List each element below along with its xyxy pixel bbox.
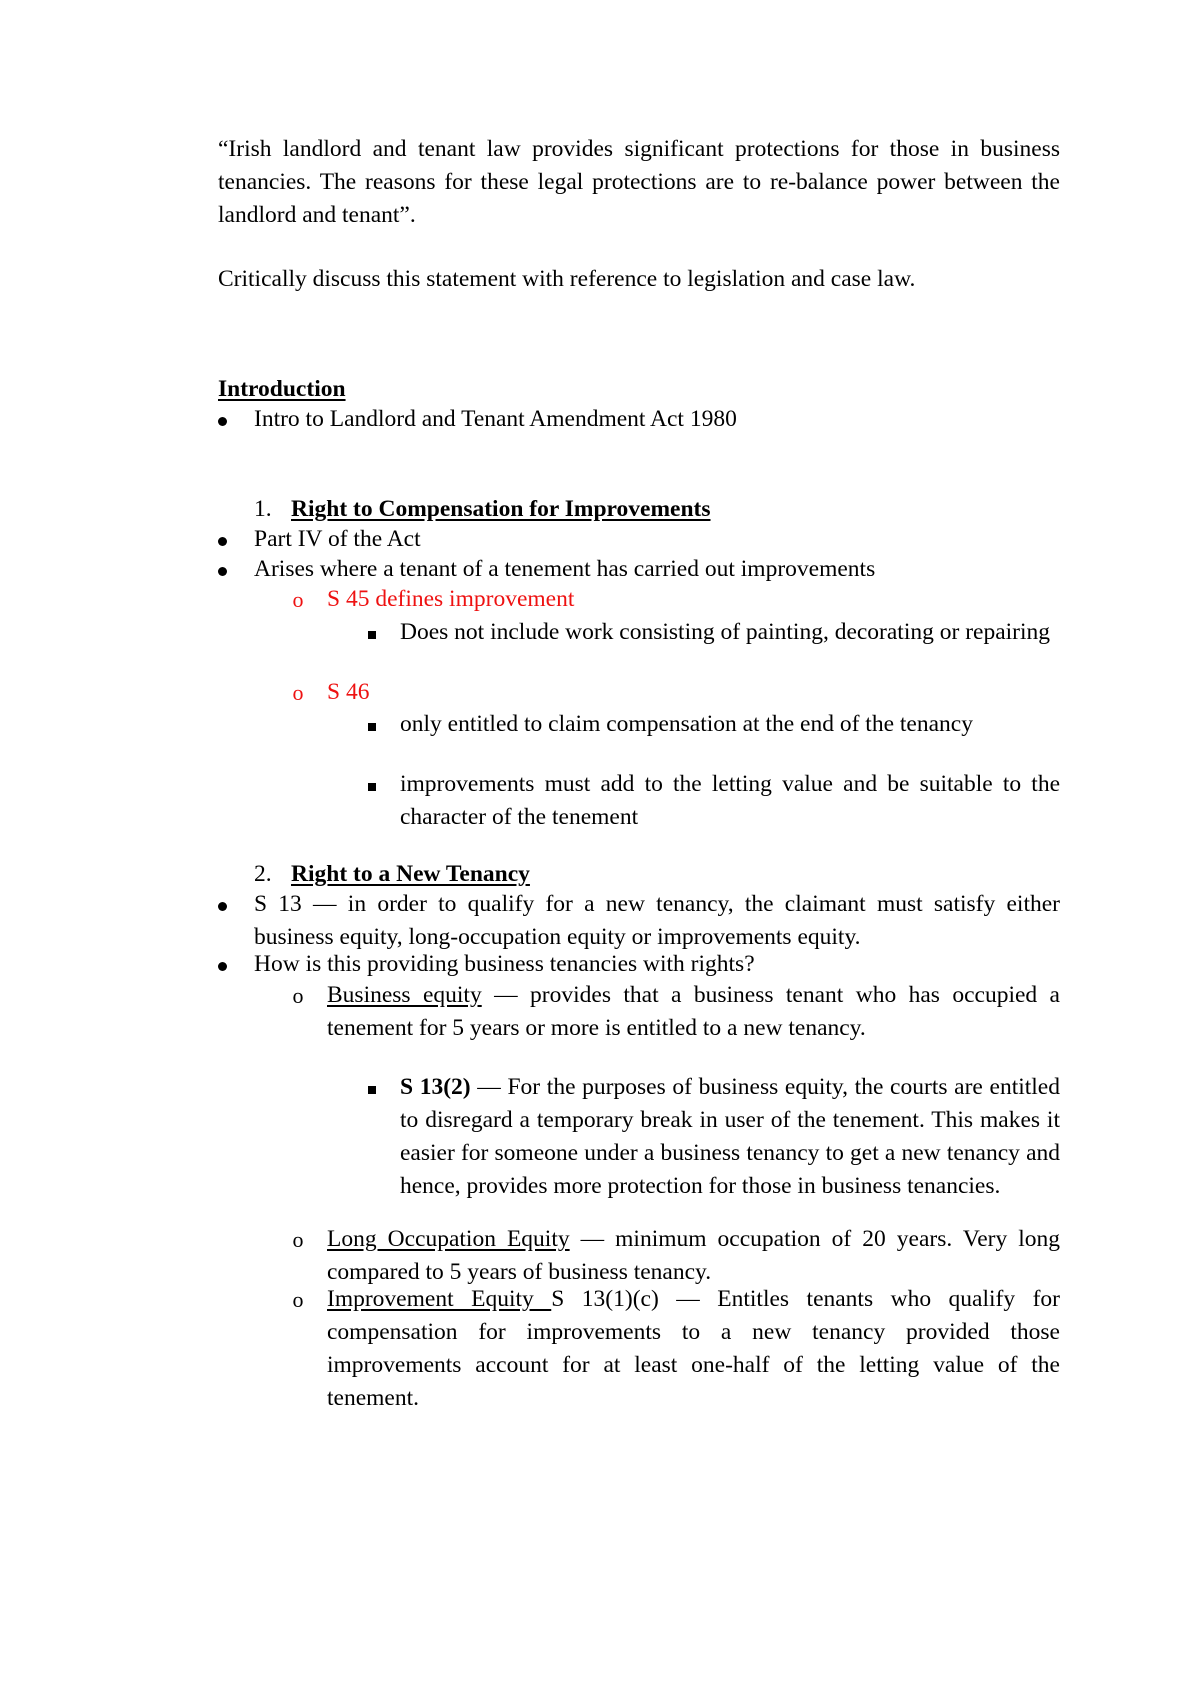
circle-bullet-icon: o [292,1287,304,1312]
circle-bullet-icon: o [292,1227,304,1252]
square-bullet-icon [360,708,384,741]
improvement-equity-text: S 13(1)(c) — Entitles tenants who qualify for compensation for improvements to a new tenancy provided those improvements account for at least one-half of the letting value of the tenement. [327,1286,1061,1411]
s13-2-item [400,1071,1060,1203]
section1-sub1-item1: Does not include work consisting of painting, decorating or repairing [400,619,1051,645]
introduction-heading: Introduction [218,376,346,402]
circle-bullet-icon: o [292,983,304,1008]
long-occupation-equity-item [327,1223,1060,1289]
square-bullet-icon [360,616,384,649]
section2-heading: Right to a New Tenancy [291,861,530,887]
long-occupation-equity-label: Long Occupation Equity [327,1226,570,1252]
instruction-paragraph: Critically discuss this statement with reference to legislation and case law. [218,266,916,292]
s13-2-label: S 13(2) [400,1074,471,1100]
intro-bullet: Intro to Landlord and Tenant Amendment Act 1980 [254,406,737,432]
bullet-icon [210,553,234,586]
business-equity-item [327,979,1060,1045]
bullet-icon [210,888,234,921]
section1-number: 1. [254,496,272,522]
circle-bullet-icon: o [292,680,304,705]
section1-sub2-item1: only entitled to claim compensation at the end of the tenancy [400,711,973,737]
section1-bullet1: Part IV of the Act [254,526,421,552]
section1-bullet2: Arises where a tenant of a tenement has carried out improvements [254,556,876,582]
section1-sub2-item2: improvements must add to the letting value and be suitable to the character of the tenement [400,771,1060,830]
business-equity-label: Business equity [327,982,482,1008]
bullet-icon [210,403,234,436]
improvement-equity-item [327,1283,1060,1415]
bullet-icon [210,948,234,981]
circle-bullet-icon: o [292,587,304,612]
quote-paragraph: “Irish landlord and tenant law provides significant protections for those in business tenancies. The reasons for these legal protections are to re-balance power between the landlord and tenant”. [218,136,1060,228]
section1-heading: Right to Compensation for Improvements [291,496,711,522]
section2-bullet1: S 13 — in order to qualify for a new tenancy, the claimant must satisfy either business equity, long-occupation equity or improvements equity. [254,891,1060,950]
section1-sub1: S 45 defines improvement [327,586,575,612]
square-bullet-icon [360,1071,384,1104]
section1-sub2: S 46 [327,679,370,705]
square-bullet-icon [360,768,384,801]
section2-bullet2: How is this providing business tenancies with rights? [254,951,755,977]
bullet-icon [210,523,234,556]
improvement-equity-label: Improvement Equity [327,1286,552,1312]
section2-number: 2. [254,861,272,887]
s13-2-text: — For the purposes of business equity, the courts are entitled to disregard a temporary break in user of the tenement. This makes it easier for someone under a business tenancy to get a new tenancy and hence, provides more protection for those in business tenancies. [400,1074,1060,1199]
long-occupation-equity-text: — minimum occupation of 20 years. Very long compared to 5 years of business tenancy. [327,1226,1060,1285]
business-equity-text: — provides that a business tenant who has occupied a tenement for 5 years or more is entitled to a new tenancy. [327,982,1060,1041]
